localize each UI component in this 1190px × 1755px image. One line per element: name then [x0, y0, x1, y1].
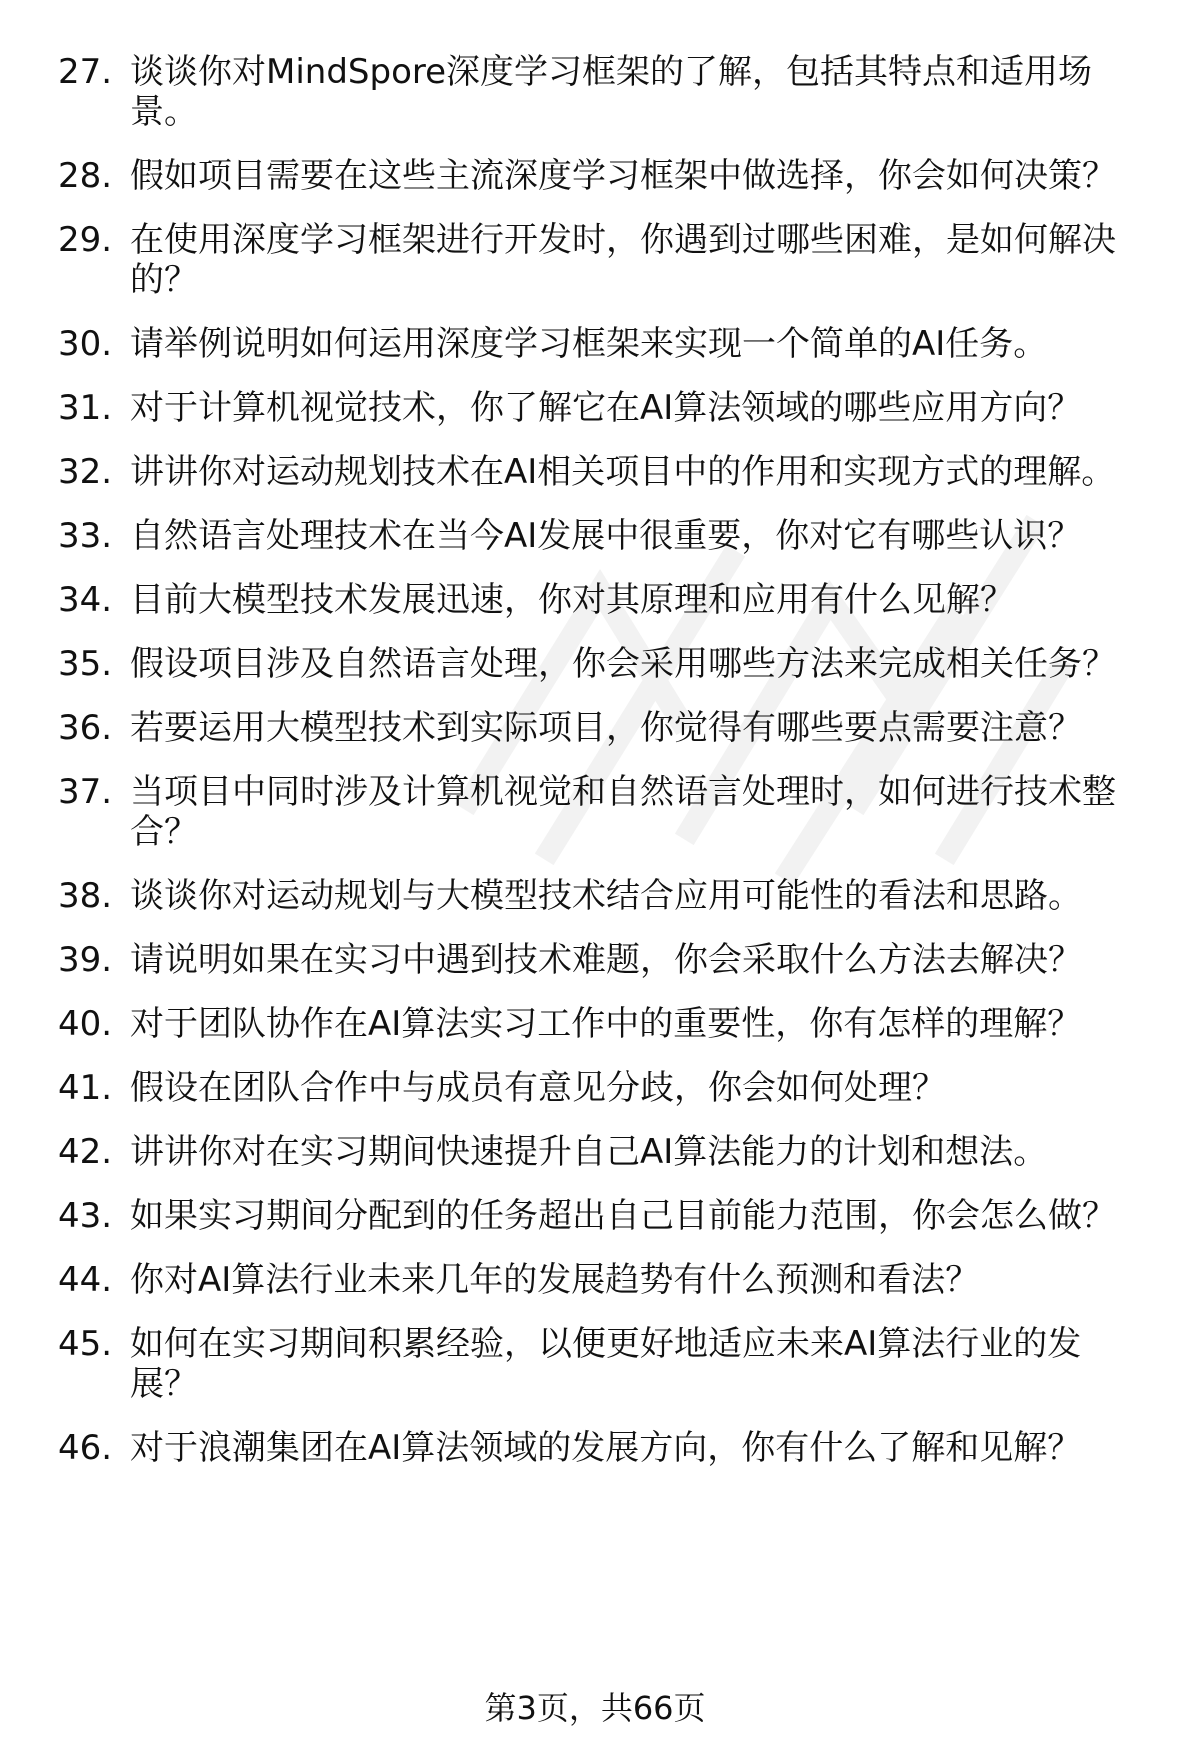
question-text: 对于计算机视觉技术，你了解它在AI算法领域的哪些应用方向？: [130, 388, 1082, 428]
list-item: [58, 708, 1148, 748]
question-text: 请举例说明如何运用深度学习框架来实现一个简单的AI任务。: [130, 324, 1048, 364]
question-number: 27.: [58, 52, 113, 92]
question-number: 42.: [58, 1132, 113, 1172]
list-item: [58, 1132, 1148, 1172]
question-number: 41.: [58, 1068, 113, 1108]
list-item: [58, 1004, 1148, 1044]
list-item: [58, 52, 1148, 132]
question-text: 谈谈你对运动规划与大模型技术结合应用可能性的看法和思路。: [130, 876, 1082, 916]
question-text: 在使用深度学习框架进行开发时，你遇到过哪些困难，是如何解决的？: [130, 220, 1116, 300]
question-list: [58, 52, 1148, 1492]
list-item: [58, 156, 1148, 196]
question-text: 目前大模型技术发展迅速，你对其原理和应用有什么见解？: [130, 580, 1014, 620]
list-item: [58, 388, 1148, 428]
list-item: [58, 1428, 1148, 1468]
question-text: 你对AI算法行业未来几年的发展趋势有什么预测和看法？: [130, 1260, 980, 1300]
question-number: 37.: [58, 772, 113, 812]
list-item: [58, 220, 1148, 300]
question-text: 当项目中同时涉及计算机视觉和自然语言处理时，如何进行技术整合？: [130, 772, 1116, 852]
question-number: 28.: [58, 156, 113, 196]
question-number: 46.: [58, 1428, 113, 1468]
question-number: 29.: [58, 220, 113, 260]
question-number: 39.: [58, 940, 113, 980]
question-number: 33.: [58, 516, 113, 556]
question-text: 如何在实习期间积累经验，以便更好地适应未来AI算法行业的发展？: [130, 1324, 1082, 1404]
question-text: 请说明如果在实习中遇到技术难题，你会采取什么方法去解决？: [130, 940, 1082, 980]
list-item: [58, 452, 1148, 492]
question-text: 讲讲你对运动规划技术在AI相关项目中的作用和实现方式的理解。: [130, 452, 1116, 492]
question-number: 32.: [58, 452, 113, 492]
list-item: [58, 324, 1148, 364]
list-item: [58, 1324, 1148, 1404]
question-number: 43.: [58, 1196, 113, 1236]
list-item: [58, 516, 1148, 556]
question-number: 38.: [58, 876, 113, 916]
question-text: 若要运用大模型技术到实际项目，你觉得有哪些要点需要注意？: [130, 708, 1082, 748]
question-text: 对于浪潮集团在AI算法领域的发展方向，你有什么了解和见解？: [130, 1428, 1082, 1468]
question-text: 假设在团队合作中与成员有意见分歧，你会如何处理？: [130, 1068, 946, 1108]
question-number: 30.: [58, 324, 113, 364]
question-text: 自然语言处理技术在当今AI发展中很重要，你对它有哪些认识？: [130, 516, 1082, 556]
list-item: [58, 644, 1148, 684]
question-text: 如果实习期间分配到的任务超出自己目前能力范围，你会怎么做？: [130, 1196, 1116, 1236]
question-number: 40.: [58, 1004, 113, 1044]
question-text: 讲讲你对在实习期间快速提升自己AI算法能力的计划和想法。: [130, 1132, 1048, 1172]
list-item: [58, 1196, 1148, 1236]
question-number: 31.: [58, 388, 113, 428]
list-item: [58, 772, 1148, 852]
list-item: [58, 940, 1148, 980]
question-number: 44.: [58, 1260, 113, 1300]
page-number-footer: 第3页，共66页: [484, 1689, 706, 1727]
question-number: 35.: [58, 644, 113, 684]
question-text: 假如项目需要在这些主流深度学习框架中做选择，你会如何决策？: [130, 156, 1116, 196]
question-number: 45.: [58, 1324, 113, 1364]
list-item: [58, 1068, 1148, 1108]
question-text: 对于团队协作在AI算法实习工作中的重要性，你有怎样的理解？: [130, 1004, 1082, 1044]
question-text: 谈谈你对MindSpore深度学习框架的了解，包括其特点和适用场景。: [130, 52, 1093, 132]
list-item: [58, 1260, 1148, 1300]
question-number: 36.: [58, 708, 113, 748]
question-text: 假设项目涉及自然语言处理，你会采用哪些方法来完成相关任务？: [130, 644, 1116, 684]
list-item: [58, 580, 1148, 620]
question-number: 34.: [58, 580, 113, 620]
list-item: [58, 876, 1148, 916]
